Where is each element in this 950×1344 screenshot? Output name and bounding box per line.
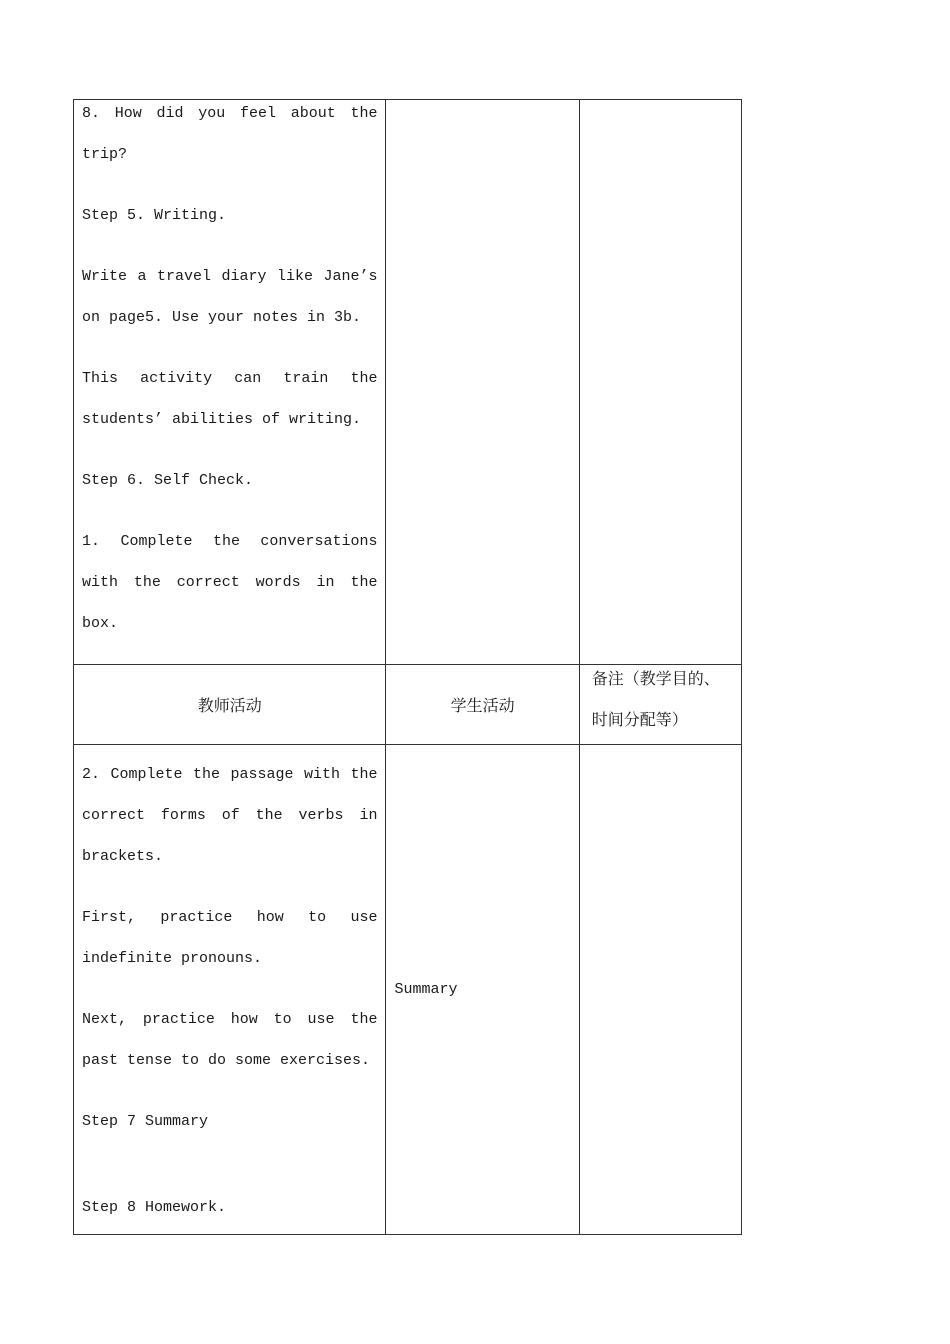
self-check-item-2: 2. Complete the passage with the correct forms of the verbs in brackets. — [82, 766, 378, 865]
student-activity-cell — [386, 100, 579, 665]
notes-cell — [579, 100, 741, 665]
practice-past-tense: Next, practice how to use the past tense to do some exercises. — [82, 1011, 378, 1069]
table-row — [74, 100, 742, 665]
writing-instruction: Write a travel diary like Jane’s on page5. Use your notes in 3b. — [82, 268, 378, 326]
notes-cell — [579, 745, 741, 1235]
teacher-activity-content — [74, 754, 385, 1228]
teacher-activity-header: 教师活动 — [74, 665, 386, 745]
step-5-heading: Step 5. Writing. — [82, 207, 227, 224]
question-8: 8. How did you feel about the trip? — [82, 105, 378, 163]
notes-header: 备注（教学目的、时间分配等） — [591, 669, 720, 729]
lesson-plan-table — [73, 99, 742, 1235]
table-header-row — [74, 665, 742, 745]
step-7-heading: Step 7 Summary — [82, 1113, 209, 1130]
practice-pronouns: First, practice how to use indefinite pronouns. — [82, 909, 378, 967]
step-6-heading: Step 6. Self Check. — [82, 472, 254, 489]
self-check-item-1: 1. Complete the conversations with the correct words in the box. — [82, 533, 378, 632]
table-row — [74, 745, 742, 1235]
student-activity-header: 学生活动 — [386, 665, 579, 745]
teacher-activity-content — [74, 93, 385, 644]
student-summary-cell: Summary — [386, 745, 579, 1235]
step-8-heading: Step 8 Homework. — [82, 1199, 227, 1216]
teacher-activity-cell — [74, 745, 386, 1235]
writing-purpose: This activity can train the students’ abilities of writing. — [82, 370, 378, 428]
teacher-activity-cell — [74, 100, 386, 665]
notes-header-cell — [579, 665, 741, 745]
